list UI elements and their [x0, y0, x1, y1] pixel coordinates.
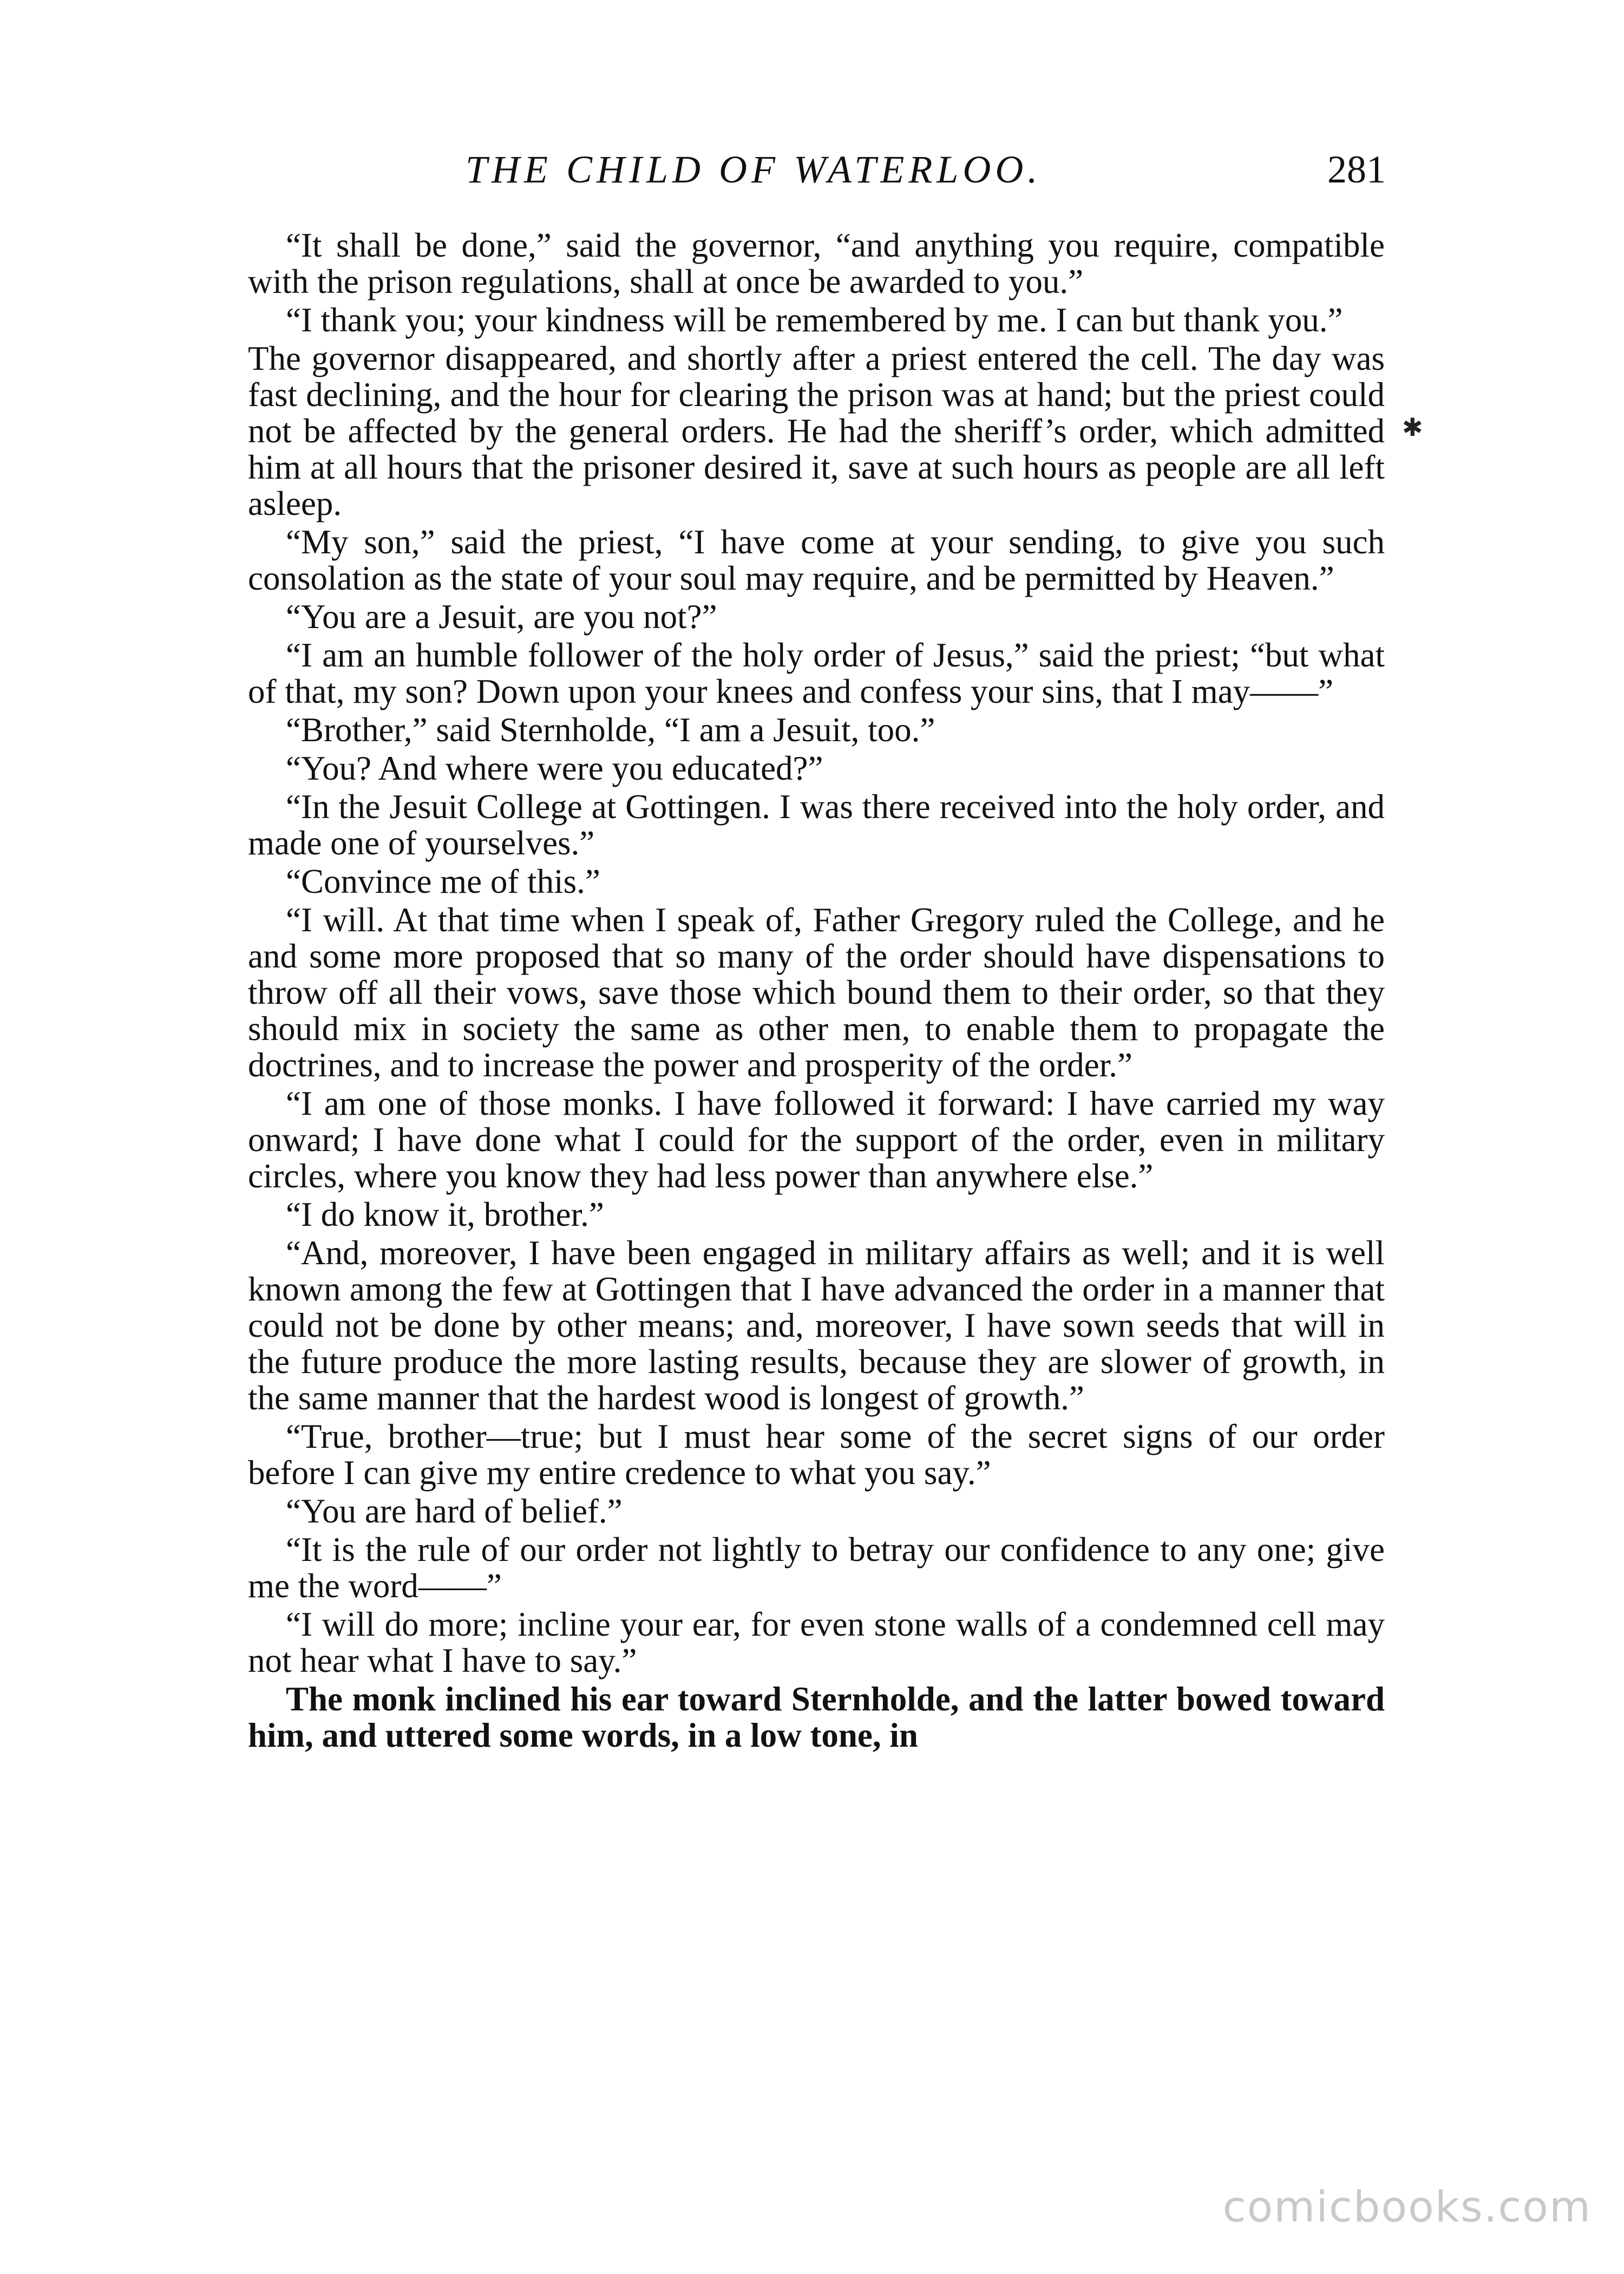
body-text — [248, 227, 1385, 1756]
paragraph: “I am an humble follower of the holy order of Jesus,” said the priest; “but what of that, my son? Down upon your knees and confess your sins, that I may——” — [248, 636, 1385, 710]
watermark: comicbooks.com — [1222, 2183, 1592, 2232]
chapter-title: THE CHILD OF WATERLOO. — [466, 148, 1042, 191]
page-number: 281 — [1327, 148, 1386, 191]
paragraph: “I will do more; incline your ear, for even stone walls of a condemned cell may not hear what I have to say.” — [248, 1605, 1385, 1680]
paragraph: “I thank you; your kindness will be remembered by me. I can but thank you.” — [286, 301, 1343, 339]
paragraph: “It is the rule of our order not lightly to betray our confidence to any one; give me the word——” — [248, 1531, 1385, 1605]
paragraph: “You are a Jesuit, are you not?” — [286, 598, 717, 636]
paragraph: “And, moreover, I have been engaged in military affairs as well; and it is well known among the few at Gottingen that I have advanced the order in a manner that could not be done by other means; and, moreover, I have sown seeds that will in the future produce the more lasting results, because they are slower of growth, in the same manner that the hardest wood is longest of growth.” — [248, 1234, 1385, 1417]
paragraph: “Brother,” said Sternholde, “I am a Jesuit, too.” — [286, 711, 935, 749]
paragraph: “You are hard of belief.” — [286, 1492, 623, 1530]
margin-mark: ✱ — [1402, 414, 1423, 441]
paragraph: “My son,” said the priest, “I have come at your sending, to give you such consolation as the state of your soul may require, and be permitted by Heaven.” — [248, 523, 1385, 597]
paragraph: “True, brother—true; but I must hear some of the secret signs of our order before I can give my entire credence to what you say.” — [248, 1417, 1385, 1492]
paragraph: “It shall be done,” said the governor, “and anything you require, compatible with the prison regulations, shall at once be awarded to you.” — [248, 226, 1385, 300]
paragraph: The governor disappeared, and shortly after a priest entered the cell. The day was fast declining, and the hour for clearing the prison was at hand; but the priest could not be affected by the general orders. He had the sheriff’s order, which admitted him at all hours that the prisoner desired it, save at such hours as people are all left asleep. — [248, 339, 1385, 522]
running-head — [249, 142, 1386, 201]
paragraph: “I will. At that time when I speak of, Father Gregory ruled the College, and he and some more proposed that so many of the order should have dispensations to throw off all their vows, save those which bound them to their order, so that they should mix in society the same as other men, to enable them to propagate the doctrines, and to increase the power and prosperity of the order.” — [248, 901, 1385, 1084]
paragraph: “I do know it, brother.” — [286, 1195, 604, 1233]
paragraph: The monk inclined his ear toward Sternholde, and the latter bowed toward him, and uttered some words, in a low tone, in — [248, 1680, 1385, 1754]
paragraph: “I am one of those monks. I have followed it forward: I have carried my way onward; I have done what I could for the support of the order, even in military circles, where you know they had less power than anywhere else.” — [248, 1084, 1385, 1195]
paragraph: “Convince me of this.” — [286, 862, 600, 900]
paragraph: “You? And where were you educated?” — [286, 749, 823, 787]
paragraph: “In the Jesuit College at Gottingen. I was there received into the holy order, and made one of yourselves.” — [248, 788, 1385, 862]
